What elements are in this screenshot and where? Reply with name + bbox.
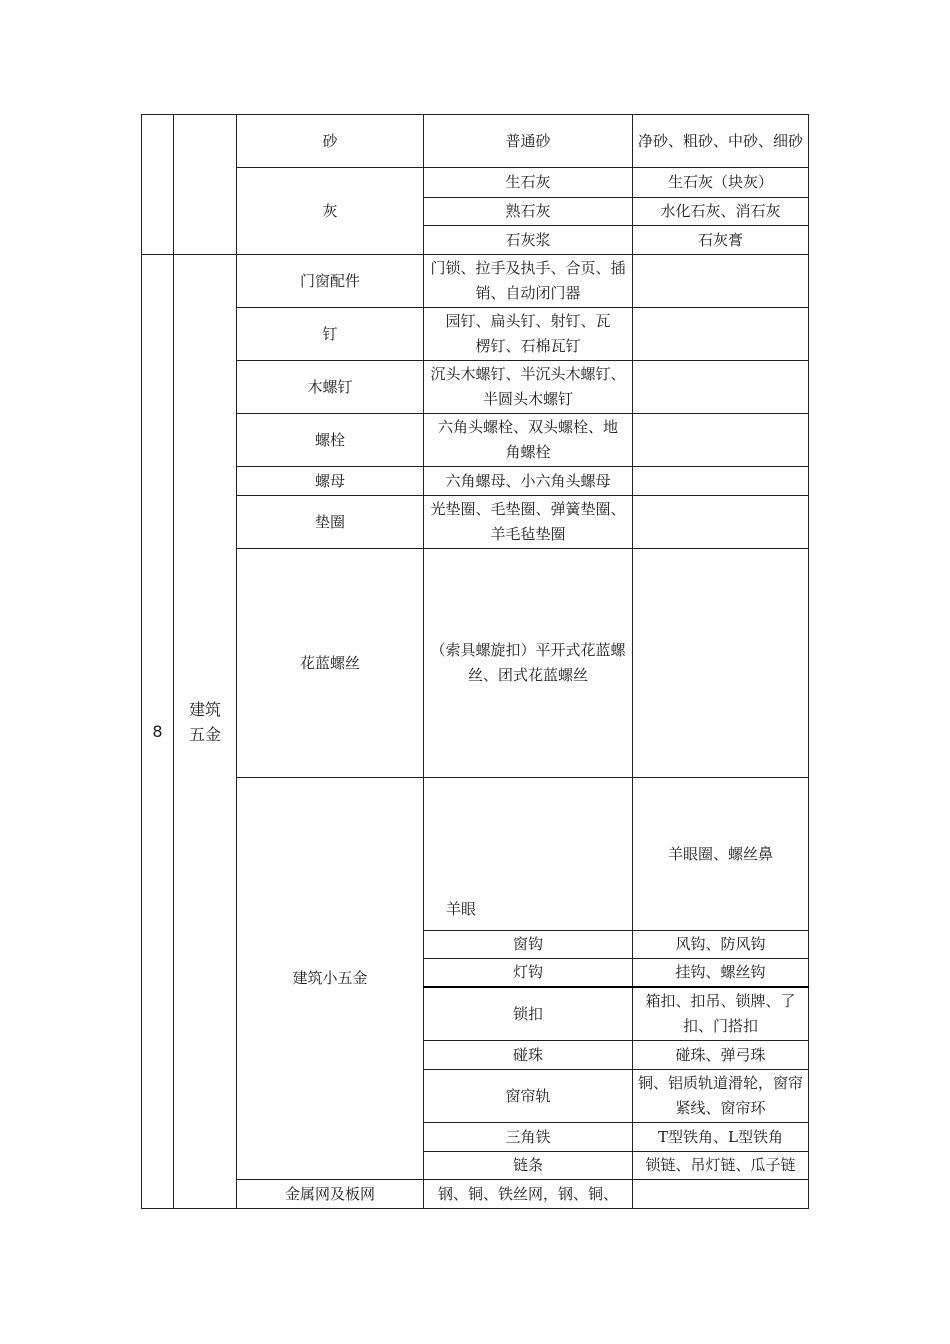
name-cell: 熟石灰 (505, 202, 551, 220)
name-cell: 碰珠 (512, 1045, 543, 1064)
name-cell: 沉头木螺钉、半沉头木螺钉、半圆头木螺钉 (430, 365, 626, 408)
table-divider-col1 (173, 114, 174, 1209)
alias-cell: 挂钩、螺丝钩 (675, 963, 766, 981)
name-cell: 链条 (512, 1156, 543, 1174)
name-cell: 普通砂 (505, 131, 551, 150)
alias-cell: 羊眼圈、螺丝鼻 (667, 844, 773, 863)
name-cell: 六角螺母、小六角头螺母 (445, 471, 611, 490)
alias-cell: 箱扣、扣吊、锁牌、了扣、门搭扣 (645, 992, 796, 1035)
alias-cell: 风钩、防风钩 (675, 935, 766, 953)
item-cell: 建筑小五金 (292, 969, 368, 987)
name-cell: 石灰浆 (505, 230, 551, 249)
alias-cell (633, 255, 808, 307)
name-cell: 光垫圈、毛垫圈、弹簧垫圈、羊毛毡垫圈 (430, 500, 626, 543)
item-cell: 螺栓 (314, 430, 345, 449)
item-cell: 灰 (322, 201, 338, 220)
alias-cell: 净砂、粗砂、中砂、细砂 (637, 131, 803, 150)
alias-cell: 碰珠、弹弓珠 (675, 1045, 766, 1064)
item-cell: 螺母 (314, 471, 345, 490)
group-category: 建筑五金 (188, 700, 221, 744)
name-cell: 钢、铜、铁丝网，钢、铜、 (437, 1184, 618, 1203)
name-cell: 窗帘轨 (505, 1086, 551, 1105)
item-cell: 垫圈 (314, 512, 345, 531)
name-cell: 羊眼 (446, 899, 477, 918)
alias-cell: 石灰膏 (697, 230, 743, 249)
item-cell: 门窗配件 (299, 271, 360, 290)
item-cell: 花蓝螺丝 (299, 653, 360, 672)
name-cell: 窗钩 (512, 935, 543, 953)
item-cell: 金属网及板网 (284, 1184, 375, 1203)
item-cell: 木螺钉 (307, 377, 353, 396)
name-cell: 三角铁 (505, 1127, 551, 1146)
name-cell: 园钉、扁头钉、射钉、瓦楞钉、石棉瓦钉 (445, 312, 611, 355)
item-cell: 砂 (322, 131, 338, 150)
name-cell: 灯钩 (512, 963, 543, 981)
alias-cell: 生石灰（块灰） (667, 173, 773, 191)
name-cell: 生石灰 (505, 173, 551, 191)
alias-cell: 锁链、吊灯链、瓜子链 (645, 1156, 796, 1174)
alias-cell: 铜、铝质轨道滑轮，窗帘紧线、窗帘环 (638, 1074, 804, 1117)
name-cell: 六角头螺栓、双头螺栓、地角螺栓 (437, 418, 618, 461)
name-cell: （索具螺旋扣）平开式花蓝螺丝、团式花蓝螺丝 (430, 641, 626, 684)
item-cell: 钉 (322, 324, 338, 343)
alias-cell: 水化石灰、消石灰 (660, 202, 781, 220)
name-cell: 锁扣 (512, 1004, 543, 1023)
table-border-right (808, 114, 809, 1209)
table-border-bottom (141, 1208, 809, 1209)
alias-cell: T型铁角、L型铁角 (658, 1127, 783, 1146)
name-cell: 门锁、拉手及执手、合页、插销、自动闭门器 (430, 259, 626, 302)
group-number: 8 (152, 722, 163, 741)
